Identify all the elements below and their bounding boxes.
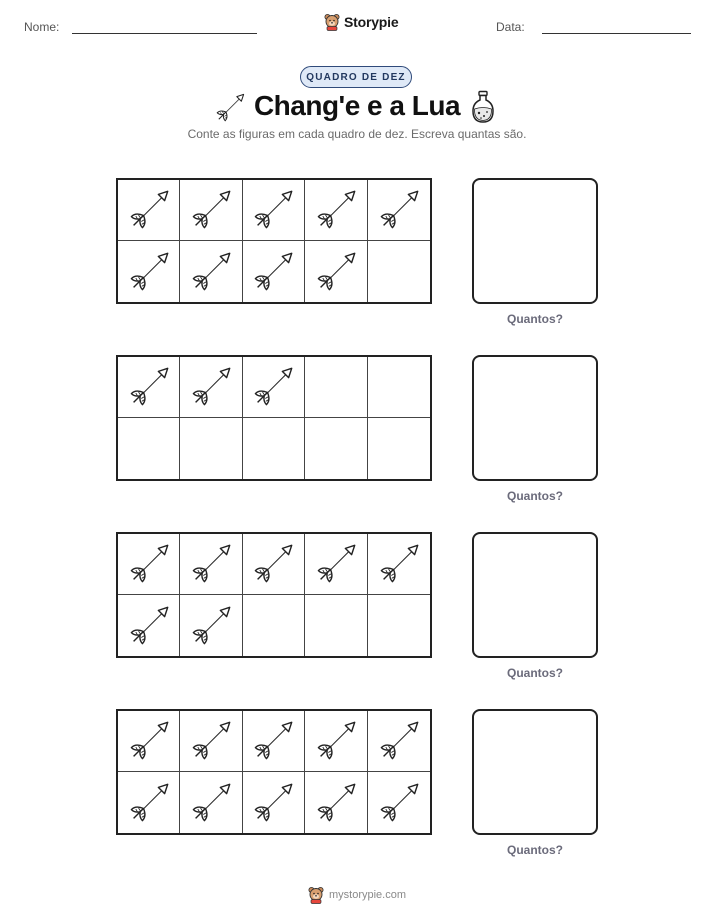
count-prompt: Quantos? bbox=[507, 312, 563, 326]
ten-frame-cell bbox=[180, 418, 242, 479]
ten-frame-cell bbox=[368, 772, 430, 833]
instructions: Conte as figuras em cada quadro de dez. Escreva quantas são. bbox=[187, 127, 527, 141]
ten-frame-cell bbox=[368, 241, 430, 302]
ten-frame-cell bbox=[118, 534, 180, 595]
storypie-bear-icon bbox=[324, 13, 340, 31]
date-line[interactable] bbox=[542, 33, 691, 34]
arrow-icon bbox=[127, 188, 171, 232]
arrow-icon bbox=[127, 365, 171, 409]
ten-frame-cell bbox=[305, 180, 367, 241]
arrow-icon bbox=[127, 604, 171, 648]
arrow-icon bbox=[251, 188, 295, 232]
ten-frame-cell bbox=[118, 241, 180, 302]
ten-frame-cell bbox=[180, 534, 242, 595]
ten-frame bbox=[116, 532, 432, 658]
storypie-bear-icon bbox=[308, 886, 324, 904]
answer-box[interactable] bbox=[472, 532, 598, 658]
arrow-icon bbox=[189, 250, 233, 294]
ten-frame-cell bbox=[243, 595, 305, 656]
ten-frame-cell bbox=[305, 534, 367, 595]
ten-frame-cell bbox=[180, 357, 242, 418]
arrow-icon bbox=[251, 365, 295, 409]
arrow-icon bbox=[377, 188, 421, 232]
ten-frame-cell bbox=[305, 241, 367, 302]
arrow-icon bbox=[189, 719, 233, 763]
arrow-icon bbox=[127, 781, 171, 825]
ten-frame-cell bbox=[368, 534, 430, 595]
arrow-icon bbox=[314, 781, 358, 825]
ten-frame bbox=[116, 709, 432, 835]
arrow-icon bbox=[314, 542, 358, 586]
count-prompt: Quantos? bbox=[507, 666, 563, 680]
ten-frame-cell bbox=[180, 241, 242, 302]
arrow-icon bbox=[189, 781, 233, 825]
ten-frame-cell bbox=[368, 180, 430, 241]
ten-frame-cell bbox=[305, 357, 367, 418]
arrow-icon bbox=[377, 719, 421, 763]
ten-frame-cell bbox=[180, 595, 242, 656]
brand-name: Storypie bbox=[344, 14, 399, 30]
name-label: Nome: bbox=[24, 20, 60, 34]
ten-frame-cell bbox=[118, 418, 180, 479]
arrow-icon bbox=[251, 781, 295, 825]
ten-frame-cell bbox=[243, 534, 305, 595]
footer bbox=[0, 886, 714, 904]
ten-frame-cell bbox=[305, 772, 367, 833]
answer-box[interactable] bbox=[472, 355, 598, 481]
ten-frame-cell bbox=[243, 241, 305, 302]
ten-frame-cell bbox=[118, 772, 180, 833]
arrow-icon bbox=[251, 542, 295, 586]
worksheet-badge: QUADRO DE DEZ bbox=[300, 66, 412, 88]
ten-frame-cell bbox=[118, 357, 180, 418]
ten-frame-cell bbox=[243, 180, 305, 241]
arrow-icon bbox=[377, 542, 421, 586]
ten-frame bbox=[116, 355, 432, 481]
ten-frame-cell bbox=[368, 711, 430, 772]
ten-frame-cell bbox=[243, 418, 305, 479]
brand-logo bbox=[324, 13, 398, 31]
arrow-icon bbox=[127, 719, 171, 763]
arrow-icon bbox=[127, 250, 171, 294]
arrow-icon bbox=[251, 250, 295, 294]
ten-frame-cell bbox=[305, 711, 367, 772]
count-prompt: Quantos? bbox=[507, 843, 563, 857]
ten-frame-cell bbox=[118, 711, 180, 772]
ten-frame-cell bbox=[368, 357, 430, 418]
ten-frame-cell bbox=[118, 595, 180, 656]
arrow-icon bbox=[314, 719, 358, 763]
arrow-icon bbox=[251, 719, 295, 763]
ten-frame bbox=[116, 178, 432, 304]
ten-frame-cell bbox=[243, 772, 305, 833]
ten-frame-cell bbox=[180, 772, 242, 833]
answer-box[interactable] bbox=[472, 709, 598, 835]
answer-box[interactable] bbox=[472, 178, 598, 304]
arrow-icon bbox=[314, 188, 358, 232]
page-title: Chang'e e a Lua bbox=[253, 90, 461, 121]
ten-frame-cell bbox=[305, 595, 367, 656]
arrow-icon bbox=[314, 250, 358, 294]
footer-url: mystorypie.com bbox=[328, 889, 407, 901]
ten-frame-cell bbox=[180, 711, 242, 772]
ten-frame-cell bbox=[118, 180, 180, 241]
arrow-icon bbox=[189, 188, 233, 232]
arrow-icon bbox=[127, 542, 171, 586]
date-label: Data: bbox=[496, 20, 525, 34]
ten-frame-cell bbox=[243, 357, 305, 418]
potion-bottle-icon bbox=[470, 90, 496, 124]
arrow-icon bbox=[189, 542, 233, 586]
ten-frame-cell bbox=[368, 418, 430, 479]
ten-frame-cell bbox=[180, 180, 242, 241]
name-line[interactable] bbox=[72, 33, 257, 34]
ten-frame-cell bbox=[243, 711, 305, 772]
count-prompt: Quantos? bbox=[507, 489, 563, 503]
arrow-icon bbox=[377, 781, 421, 825]
arrow-icon bbox=[189, 604, 233, 648]
ten-frame-cell bbox=[305, 418, 367, 479]
arrow-icon bbox=[189, 365, 233, 409]
ten-frame-cell bbox=[368, 595, 430, 656]
